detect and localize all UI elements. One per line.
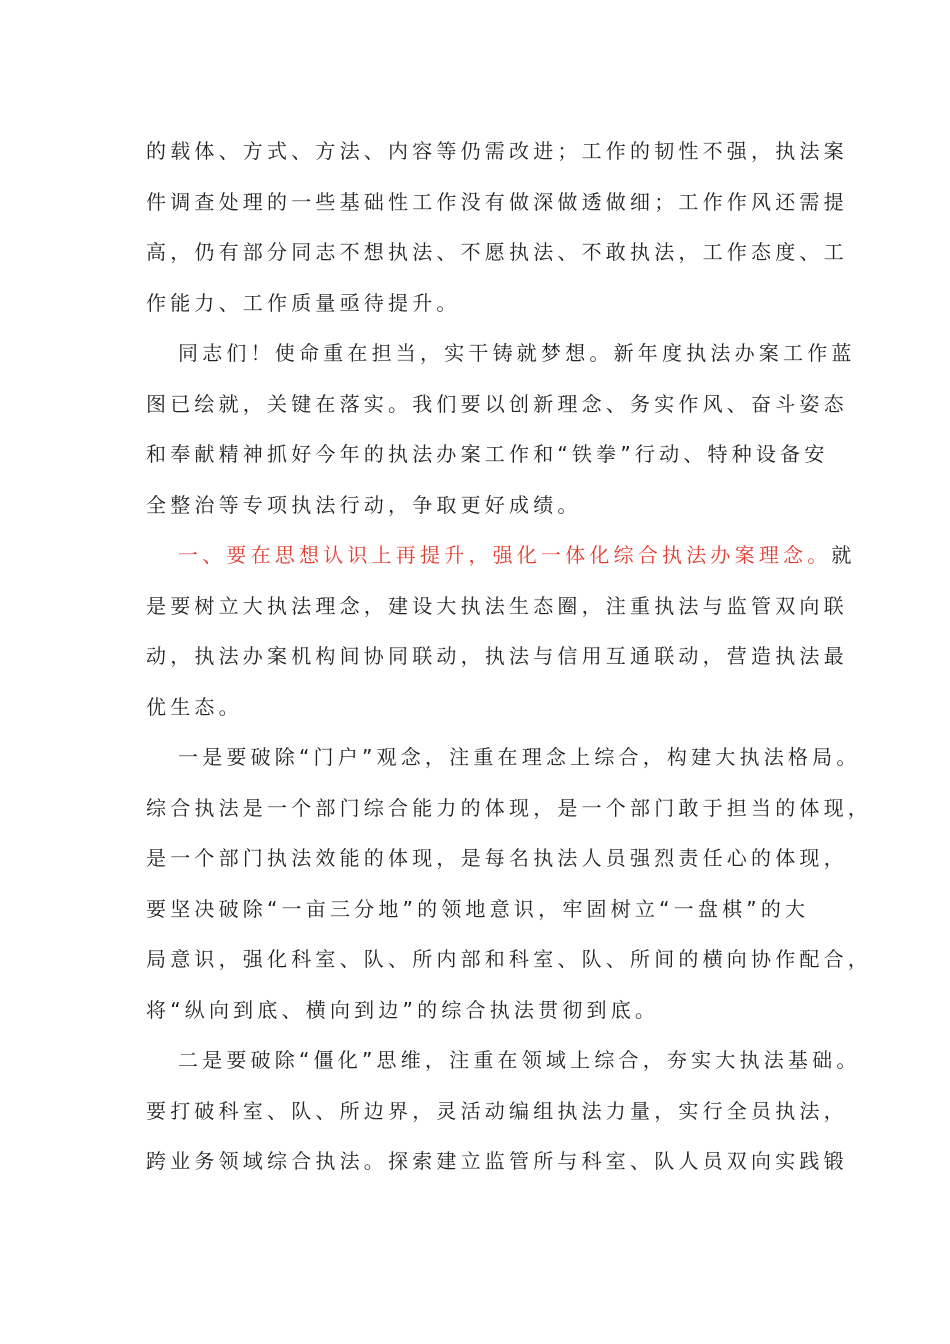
- paragraph-line: 跨业务领域综合执法。探索建立监管所与科室、队人员双向实践锻: [146, 1149, 848, 1173]
- section-heading: 一、要在思想认识上再提升，强化一体化综合执法办案理念。: [178, 543, 832, 567]
- paragraph-line: 一是要破除“门户”观念，注重在理念上综合，构建大执法格局。: [178, 745, 861, 769]
- heading-tail: 就: [831, 543, 856, 567]
- paragraph-line: 要打破科室、队、所边界，灵活动编组执法力量，实行全员执法，: [146, 1098, 848, 1123]
- paragraph-line: 将“纵向到底、横向到边”的综合执法贯彻到底。: [146, 997, 660, 1022]
- paragraph-line: 和奉献精神抓好今年的执法办案工作和“铁拳”行动、特种设备安: [146, 442, 829, 466]
- paragraph-line: 件调查处理的一些基础性工作没有做深做透做细；工作作风还需提: [146, 189, 848, 214]
- paragraph-line: 作能力、工作质量亟待提升。: [146, 290, 461, 315]
- paragraph-line: 综合执法是一个部门综合能力的体现，是一个部门敢于担当的体现，: [146, 795, 872, 820]
- paragraph-line: 是要树立大执法理念，建设大执法生态圈，注重执法与监管双向联: [146, 593, 848, 618]
- paragraph-line: 的载体、方式、方法、内容等仍需改进；工作的韧性不强，执法案: [146, 139, 848, 163]
- paragraph-line: 全整治等专项执法行动，争取更好成绩。: [146, 492, 582, 517]
- paragraph-line: 同志们！使命重在担当，实干铸就梦想。新年度执法办案工作蓝: [178, 341, 856, 365]
- paragraph-line: 是一个部门执法效能的体现，是每名执法人员强烈责任心的体现，: [146, 846, 848, 870]
- paragraph-line: 局意识，强化科室、队、所内部和科室、队、所间的横向协作配合，: [146, 947, 872, 971]
- paragraph-line: 优生态。: [146, 694, 243, 719]
- paragraph-line: 动，执法办案机构间协同联动，执法与信用互通联动，营造执法最: [146, 644, 848, 668]
- body-text: [146, 131, 872, 1192]
- section-heading-line: [146, 535, 856, 586]
- paragraph-line: 二是要破除“僵化”思维，注重在领域上综合，夯实大执法基础。: [178, 1048, 861, 1072]
- paragraph-line: 图已绘就，关键在落实。我们要以创新理念、务实作风、奋斗姿态: [146, 391, 848, 416]
- paragraph-line: 要坚决破除“一亩三分地”的领地意识，牢固树立“一盘棋”的大: [146, 896, 810, 921]
- paragraph-line: 高，仍有部分同志不想执法、不愿执法、不敢执法，工作态度、工: [146, 240, 848, 264]
